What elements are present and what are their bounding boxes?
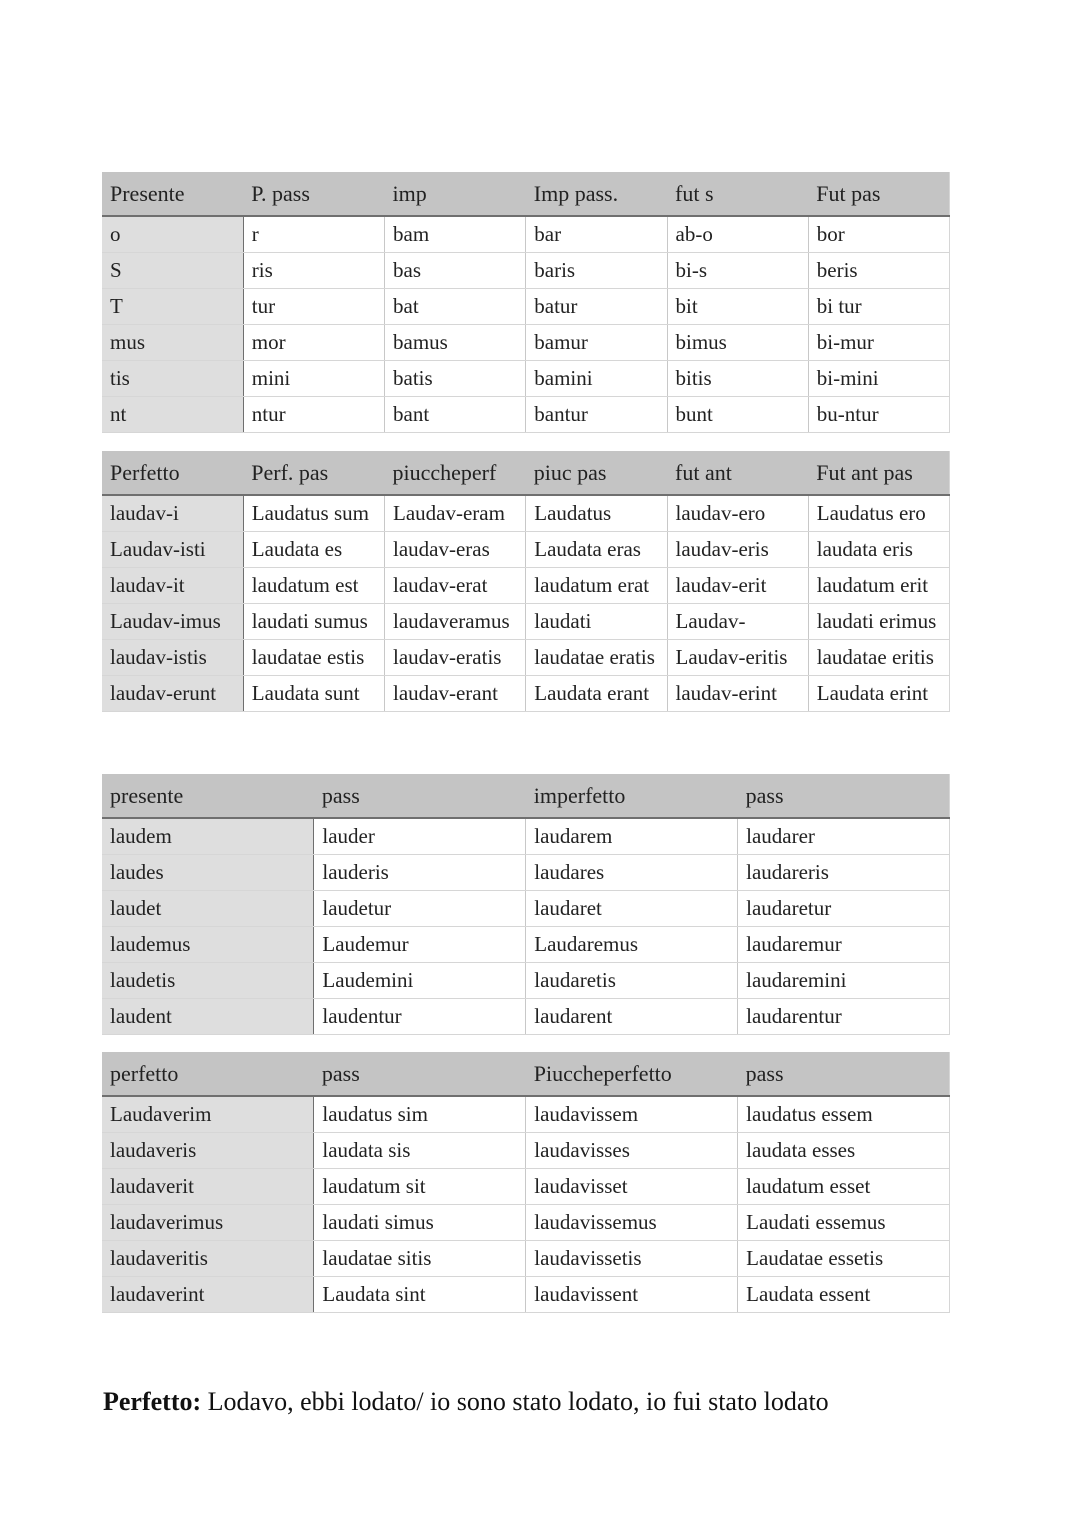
- table-row: [102, 1169, 950, 1205]
- indicative-perfect-table: [102, 451, 950, 712]
- table-row: [102, 640, 950, 676]
- table-cell: mor: [243, 325, 384, 361]
- table-cell: r: [243, 216, 384, 253]
- row-label-cell: laudet: [102, 891, 314, 927]
- table-cell: lauder: [314, 818, 526, 855]
- row-label-cell: laudaverint: [102, 1277, 314, 1313]
- row-label-cell: Laudav-imus: [102, 604, 243, 640]
- column-header: pass: [314, 1052, 526, 1096]
- table-cell: laudatae eratis: [526, 640, 667, 676]
- table-row: [102, 1277, 950, 1313]
- table-cell: laudatae estis: [243, 640, 384, 676]
- table-row: [102, 495, 950, 532]
- row-label-cell: o: [102, 216, 243, 253]
- table-cell: bitis: [667, 361, 808, 397]
- table-cell: ris: [243, 253, 384, 289]
- table-cell: bat: [385, 289, 526, 325]
- table-cell: laudaremini: [738, 963, 950, 999]
- table-row: [102, 397, 950, 433]
- table-cell: bar: [526, 216, 667, 253]
- column-header: Perfetto: [102, 451, 243, 495]
- indicative-active-passive-table: [102, 172, 950, 433]
- table-cell: laudavissem: [526, 1096, 738, 1133]
- table-cell: mini: [243, 361, 384, 397]
- table-cell: laudav-eris: [667, 532, 808, 568]
- table-row: [102, 568, 950, 604]
- column-header: piuccheperf: [385, 451, 526, 495]
- table-cell: Laudatae essetis: [738, 1241, 950, 1277]
- table-cell: bi-mur: [808, 325, 949, 361]
- table-cell: bimus: [667, 325, 808, 361]
- table-cell: Laudatus ero: [808, 495, 949, 532]
- table-cell: laudares: [526, 855, 738, 891]
- table-cell: laudav-erint: [667, 676, 808, 712]
- column-header: Fut ant pas: [808, 451, 949, 495]
- table-cell: laudav-erant: [385, 676, 526, 712]
- row-label-cell: laudes: [102, 855, 314, 891]
- column-header: fut ant: [667, 451, 808, 495]
- table-row: [102, 1241, 950, 1277]
- column-header: pass: [314, 774, 526, 818]
- table-cell: Laudata erint: [808, 676, 949, 712]
- row-label-cell: tis: [102, 361, 243, 397]
- table-row: [102, 604, 950, 640]
- table-cell: laudaretur: [738, 891, 950, 927]
- subjunctive-present-imperfect-table: [102, 774, 950, 1035]
- table-row: [102, 216, 950, 253]
- column-header: P. pass: [243, 172, 384, 216]
- table-cell: bant: [385, 397, 526, 433]
- column-header: pass: [738, 774, 950, 818]
- table-cell: Laudav-: [667, 604, 808, 640]
- row-label-cell: T: [102, 289, 243, 325]
- table-row: [102, 1133, 950, 1169]
- column-header: perfetto: [102, 1052, 314, 1096]
- table-cell: laudati simus: [314, 1205, 526, 1241]
- table-cell: ntur: [243, 397, 384, 433]
- table-cell: Laudatus sum: [243, 495, 384, 532]
- table-row: [102, 676, 950, 712]
- column-header: Perf. pas: [243, 451, 384, 495]
- column-header: Presente: [102, 172, 243, 216]
- table-cell: laudav-erit: [667, 568, 808, 604]
- table-row: [102, 1205, 950, 1241]
- row-label-cell: laudaverit: [102, 1169, 314, 1205]
- row-label-cell: mus: [102, 325, 243, 361]
- row-label-cell: Laudaverim: [102, 1096, 314, 1133]
- table-cell: laudavissent: [526, 1277, 738, 1313]
- row-label-cell: laudent: [102, 999, 314, 1035]
- table-cell: laudatum est: [243, 568, 384, 604]
- table-cell: laudav-eras: [385, 532, 526, 568]
- row-label-cell: laudaveris: [102, 1133, 314, 1169]
- table-cell: bi-mini: [808, 361, 949, 397]
- table-cell: Laudemur: [314, 927, 526, 963]
- table-row: [102, 891, 950, 927]
- table-cell: bantur: [526, 397, 667, 433]
- column-header: Imp pass.: [526, 172, 667, 216]
- table-cell: laudav-eratis: [385, 640, 526, 676]
- table-cell: laudata esses: [738, 1133, 950, 1169]
- table-cell: laudati: [526, 604, 667, 640]
- table-cell: bit: [667, 289, 808, 325]
- table-row: [102, 289, 950, 325]
- table-cell: laudetur: [314, 891, 526, 927]
- table-cell: tur: [243, 289, 384, 325]
- row-label-cell: laudav-istis: [102, 640, 243, 676]
- table-cell: laudaretis: [526, 963, 738, 999]
- table-cell: laudatae sitis: [314, 1241, 526, 1277]
- perfetto-note: [103, 1387, 829, 1417]
- table-cell: beris: [808, 253, 949, 289]
- table-cell: bam: [385, 216, 526, 253]
- table-cell: Laudata sunt: [243, 676, 384, 712]
- table-cell: laudavissemus: [526, 1205, 738, 1241]
- row-label-cell: S: [102, 253, 243, 289]
- note-text: Lodavo, ebbi lodato/ io sono stato lodato, io fui stato lodato: [201, 1387, 829, 1416]
- table-cell: bu-ntur: [808, 397, 949, 433]
- table-cell: bi tur: [808, 289, 949, 325]
- table-cell: laudentur: [314, 999, 526, 1035]
- table-cell: laudarer: [738, 818, 950, 855]
- column-header: pass: [738, 1052, 950, 1096]
- table-cell: Laudata erant: [526, 676, 667, 712]
- header-row: [102, 774, 950, 818]
- header-row: [102, 172, 950, 216]
- column-header: imp: [385, 172, 526, 216]
- row-label-cell: laudemus: [102, 927, 314, 963]
- table-cell: laudarent: [526, 999, 738, 1035]
- table-cell: bi-s: [667, 253, 808, 289]
- table-cell: laudati erimus: [808, 604, 949, 640]
- table-cell: laudav-erat: [385, 568, 526, 604]
- table-cell: bamus: [385, 325, 526, 361]
- header-row: [102, 451, 950, 495]
- table-cell: laudati sumus: [243, 604, 384, 640]
- row-label-cell: laudav-i: [102, 495, 243, 532]
- table-cell: bor: [808, 216, 949, 253]
- table-cell: Laudemini: [314, 963, 526, 999]
- table-cell: Laudata eras: [526, 532, 667, 568]
- table-cell: Laudav-eritis: [667, 640, 808, 676]
- row-label-cell: laudem: [102, 818, 314, 855]
- table-cell: laudatus essem: [738, 1096, 950, 1133]
- column-header: presente: [102, 774, 314, 818]
- table-cell: laudatum erat: [526, 568, 667, 604]
- table-cell: laudatum sit: [314, 1169, 526, 1205]
- table-cell: laudavisses: [526, 1133, 738, 1169]
- table-cell: laudatae eritis: [808, 640, 949, 676]
- table-cell: bamini: [526, 361, 667, 397]
- row-label-cell: nt: [102, 397, 243, 433]
- table-cell: bunt: [667, 397, 808, 433]
- table-row: [102, 253, 950, 289]
- table-cell: Laudata es: [243, 532, 384, 568]
- table-cell: laudatus sim: [314, 1096, 526, 1133]
- table-cell: Laudata essent: [738, 1277, 950, 1313]
- row-label-cell: laudav-it: [102, 568, 243, 604]
- table-cell: laudata sis: [314, 1133, 526, 1169]
- table-row: [102, 927, 950, 963]
- table-cell: laudarem: [526, 818, 738, 855]
- table-cell: laudaremur: [738, 927, 950, 963]
- column-header: piuc pas: [526, 451, 667, 495]
- table-cell: laudav-ero: [667, 495, 808, 532]
- table-cell: laudaveramus: [385, 604, 526, 640]
- table-cell: laudatum erit: [808, 568, 949, 604]
- table-row: [102, 999, 950, 1035]
- row-label-cell: Laudav-isti: [102, 532, 243, 568]
- table-row: [102, 818, 950, 855]
- table-cell: Laudatus: [526, 495, 667, 532]
- table-cell: batur: [526, 289, 667, 325]
- table-cell: Laudati essemus: [738, 1205, 950, 1241]
- table-row: [102, 1096, 950, 1133]
- table-cell: laudavissetis: [526, 1241, 738, 1277]
- table-cell: lauderis: [314, 855, 526, 891]
- table-cell: laudareris: [738, 855, 950, 891]
- table-row: [102, 361, 950, 397]
- subjunctive-perfect-pluperfect-table: [102, 1052, 950, 1313]
- table-cell: laudarentur: [738, 999, 950, 1035]
- column-header: imperfetto: [526, 774, 738, 818]
- table-cell: laudaret: [526, 891, 738, 927]
- table-cell: Laudata sint: [314, 1277, 526, 1313]
- note-label: Perfetto:: [103, 1387, 202, 1416]
- table-cell: batis: [385, 361, 526, 397]
- table-row: [102, 325, 950, 361]
- table-cell: ab-o: [667, 216, 808, 253]
- row-label-cell: laudaverimus: [102, 1205, 314, 1241]
- row-label-cell: laudetis: [102, 963, 314, 999]
- column-header: Piuccheperfetto: [526, 1052, 738, 1096]
- table-cell: baris: [526, 253, 667, 289]
- table-cell: bamur: [526, 325, 667, 361]
- header-row: [102, 1052, 950, 1096]
- table-cell: laudata eris: [808, 532, 949, 568]
- table-cell: bas: [385, 253, 526, 289]
- column-header: fut s: [667, 172, 808, 216]
- table-row: [102, 963, 950, 999]
- table-row: [102, 855, 950, 891]
- row-label-cell: laudaveritis: [102, 1241, 314, 1277]
- table-cell: Laudaremus: [526, 927, 738, 963]
- table-row: [102, 532, 950, 568]
- table-cell: Laudav-eram: [385, 495, 526, 532]
- column-header: Fut pas: [808, 172, 949, 216]
- table-cell: laudavisset: [526, 1169, 738, 1205]
- row-label-cell: laudav-erunt: [102, 676, 243, 712]
- table-cell: laudatum esset: [738, 1169, 950, 1205]
